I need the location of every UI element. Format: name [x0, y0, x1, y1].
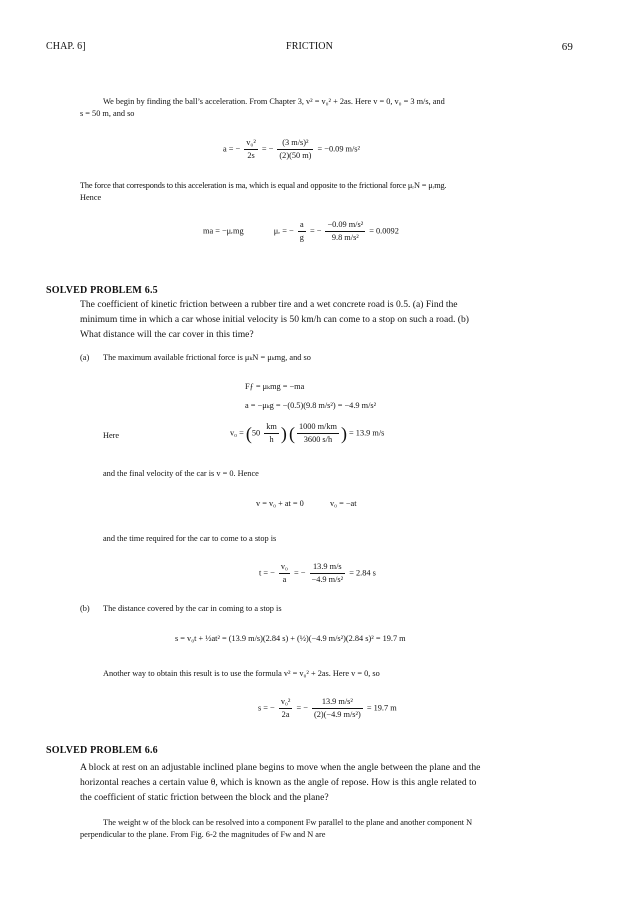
equation-deceleration: a = −μₖg = −(0.5)(9.8 m/s²) = −4.9 m/s²: [245, 401, 377, 410]
equation-part: v = v₀ + at = 0: [256, 499, 304, 508]
chapter-label: CHAP. 6]: [46, 41, 86, 52]
problem-heading: SOLVED PROBLEM 6.5: [46, 285, 158, 296]
fraction-numerator: (3 m/s)²: [277, 138, 313, 150]
fraction-numerator: v₀²: [244, 138, 258, 150]
equation-part: μᵣ = −: [273, 226, 294, 236]
equation-part: = 13.9 m/s: [349, 428, 385, 438]
fraction-numerator: km: [264, 422, 279, 434]
equation-initial-velocity: v₀ = (50 $\frac{km}{h}$ ) ( $\frac{1000 m/km}{3600 s/h}$ ) = 13.9 m/s: [230, 422, 385, 444]
equation-time: [259, 562, 376, 585]
fraction: [298, 220, 306, 243]
part-label: (a): [80, 353, 90, 362]
equation-part: = 0.0092: [369, 226, 399, 236]
problem-line: A block at rest on an adjustable inclined plane begins to move when the angle between the plane and the: [80, 762, 481, 773]
fraction: [310, 562, 346, 585]
paragraph-line: Another way to obtain this result is to use the formula v² = v₀² + 2as. Here v = 0, so: [103, 669, 380, 678]
equation-part: = −: [296, 703, 308, 713]
equation-part: ma = −μᵣmg: [203, 226, 244, 236]
fraction-denominator: a: [282, 575, 287, 584]
fraction-denominator: 2a: [281, 710, 290, 719]
fraction-denominator: h: [269, 435, 274, 444]
problem-heading: SOLVED PROBLEM 6.6: [46, 745, 158, 756]
fraction-numerator: 1000 m/km: [297, 422, 339, 434]
part-label: (b): [80, 604, 90, 613]
fraction-numerator: 13.9 m/s: [310, 562, 346, 574]
problem-line: minimum time in which a car whose initial velocity is 50 km/h can come to a stop on such a road. (b): [80, 314, 469, 325]
fraction-denominator: 9.8 m/s²: [331, 233, 359, 242]
fraction-numerator: v₀: [279, 562, 290, 574]
fraction: [279, 697, 293, 720]
paragraph-line: The distance covered by the car in coming to a stop is: [103, 604, 282, 613]
paragraph-line: Hence: [80, 193, 102, 202]
here-label: Here: [103, 431, 120, 440]
fraction-numerator: 13.9 m/s²: [312, 697, 363, 709]
fraction-numerator: a: [298, 220, 306, 232]
paragraph-line: and the time required for the car to come to a stop is: [103, 534, 277, 543]
fraction: [312, 697, 363, 720]
fraction-numerator: v₀²: [279, 697, 293, 709]
equation-part: = −0.09 m/s²: [317, 144, 361, 154]
equation-acceleration: [223, 138, 360, 161]
fraction: [325, 220, 365, 243]
paragraph-line: The maximum available frictional force is μₖN = μₖmg, and so: [103, 353, 311, 362]
equation-part: = −: [294, 568, 306, 578]
fraction: [279, 562, 290, 585]
equation-part: = 19.7 m: [366, 703, 397, 713]
equation-distance-alt: [258, 697, 397, 720]
equation-part: t = −: [259, 568, 275, 578]
paragraph-line: s = 50 m, and so: [80, 109, 135, 118]
equation-distance: s = v₀t + ½at² = (13.9 m/s)(2.84 s) + (½)(−4.9 m/s²)(2.84 s)² = 19.7 m: [175, 634, 406, 643]
fraction-denominator: (2)(50 m): [279, 151, 312, 160]
fraction: [277, 138, 313, 161]
fraction-numerator: −0.09 m/s²: [325, 220, 365, 232]
equation-part: s = −: [258, 703, 275, 713]
problem-line: horizontal reaches a certain value θ, which is known as the angle of repose. How is this angle related to: [80, 777, 477, 788]
equation-part: v₀ =: [230, 428, 244, 438]
equation-part: a = −: [223, 144, 241, 154]
paragraph-line: The weight w of the block can be resolved into a component Fw parallel to the plane and another component N: [103, 818, 473, 827]
problem-line: the coefficient of static friction between the block and the plane?: [80, 792, 329, 803]
equation-friction-coefficient: [203, 220, 399, 243]
fraction-denominator: 3600 s/h: [303, 435, 333, 444]
equation-stop: [256, 499, 357, 508]
fraction-denominator: 2s: [247, 151, 255, 160]
problem-line: The coefficient of kinetic friction between a rubber tire and a wet concrete road is 0.5. (a) Find the: [80, 299, 458, 310]
page-number: 69: [561, 41, 573, 53]
paragraph-line: perpendicular to the plane. From Fig. 6-2 the magnitudes of Fw and N are: [80, 830, 326, 839]
paragraph-line: and the final velocity of the car is v = 0. Hence: [103, 469, 259, 478]
fraction: [264, 422, 279, 445]
fraction: [297, 422, 339, 445]
paragraph-line: The force that corresponds to this acceleration is ma, which is equal and opposite to the frictional force μᵣN = μᵣmg.: [80, 181, 447, 190]
fraction: [244, 138, 258, 161]
problem-line: What distance will the car cover in this time?: [80, 329, 254, 340]
equation-part: = 2.84 s: [349, 568, 376, 578]
fraction-denominator: (2)(−4.9 m/s²): [313, 710, 361, 719]
equation-part: = −: [261, 144, 274, 154]
equation-part: v₀ = −at: [329, 499, 357, 508]
running-title: FRICTION: [286, 41, 333, 52]
fraction-denominator: g: [299, 233, 304, 242]
equation-friction-force: Fƒ = μₖmg = −ma: [245, 382, 305, 391]
equation-part: 50: [251, 428, 261, 438]
equation-part: = −: [309, 226, 322, 236]
fraction-denominator: −4.9 m/s²: [311, 575, 344, 584]
paragraph-line: We begin by finding the ball’s acceleration. From Chapter 3, v² = v₀² + 2as. Here v = 0, v₀ = 3 m/s, and: [103, 97, 445, 106]
